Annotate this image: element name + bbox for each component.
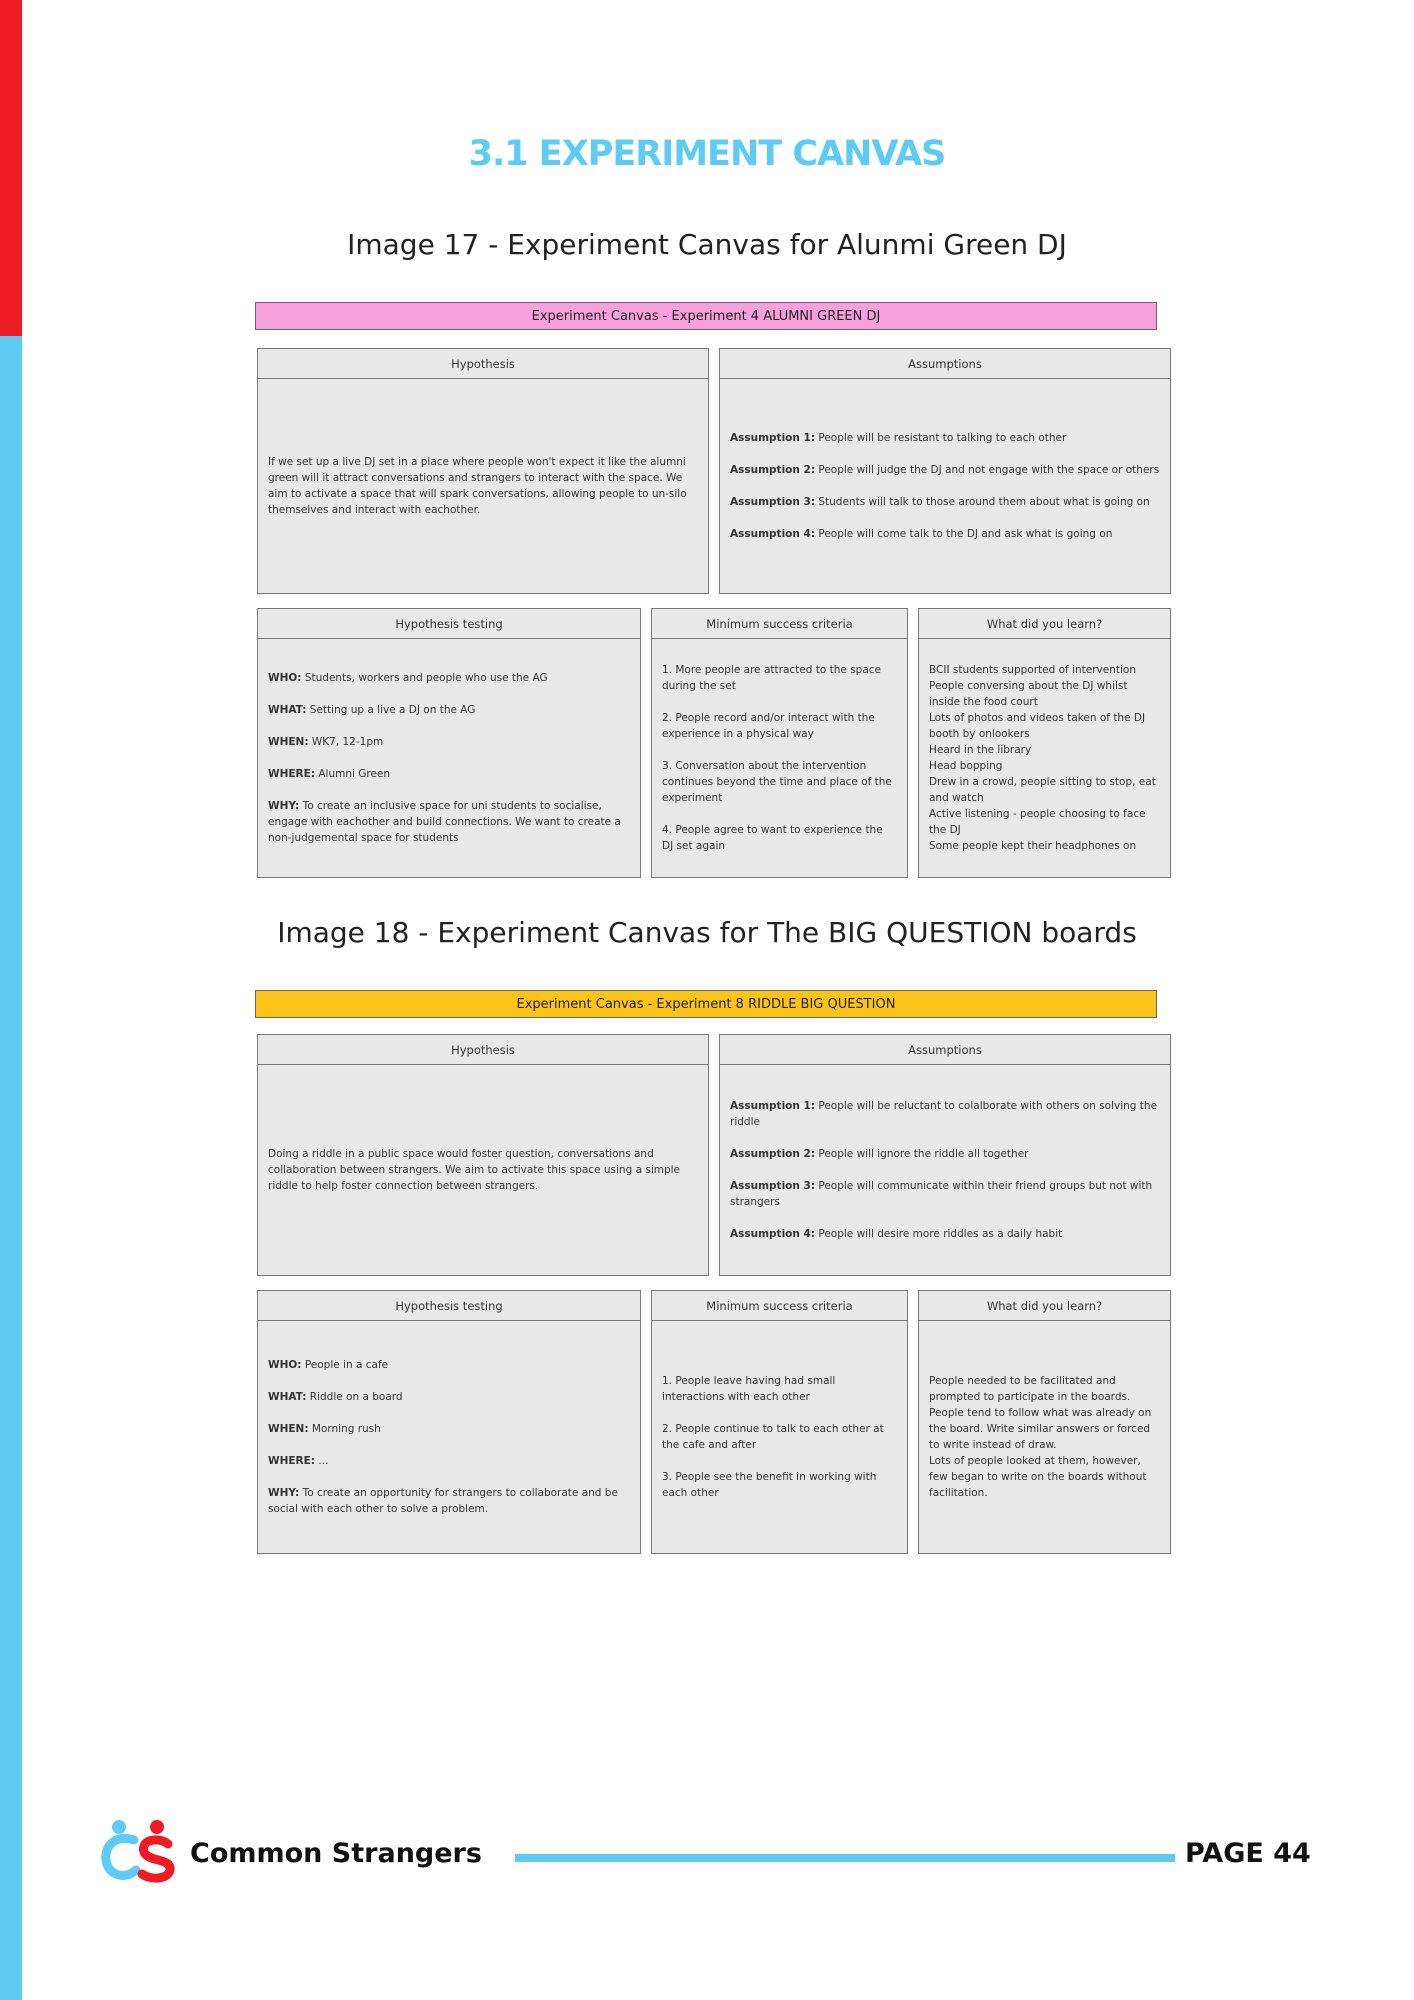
list-item: People conversing about the DJ whilst inside the food court xyxy=(929,679,1128,708)
list-item: Assumption 1: People will be reluctant to colalborate with others on solving the riddle xyxy=(730,1099,1158,1128)
list-item: Active listening - people choosing to face the DJ xyxy=(929,807,1146,836)
list-item: People needed to be facilitated and prompted to participate in the boards. People tend to follow what was already on the board. Write similar answers or forced to write instead of draw. xyxy=(929,1374,1152,1451)
page-number: PAGE 44 xyxy=(1185,1838,1311,1869)
page-title: 3.1 EXPERIMENT CANVAS xyxy=(468,134,946,174)
list-item: 1. People leave having had small interactions with each other xyxy=(662,1374,836,1403)
list-item: Assumption 4: People will desire more riddles as a daily habit xyxy=(730,1227,1063,1240)
list-item: WHY: To create an opportunity for strangers to collaborate and be social with each other to solve a problem. xyxy=(268,1486,618,1515)
assumptions-list xyxy=(730,1064,1160,1275)
testing-list xyxy=(268,1320,630,1553)
footer-brand-name: Common Strangers xyxy=(190,1838,482,1869)
learn-list xyxy=(929,1320,1160,1553)
list-item: 3. Conversation about the intervention continues beyond the time and place of the experiment xyxy=(662,759,892,804)
canvas1-testing-box xyxy=(257,608,641,878)
canvas2-hypothesis-box xyxy=(257,1034,709,1276)
box-heading: Assumptions xyxy=(720,349,1170,379)
canvas2-testing-box xyxy=(257,1290,641,1554)
list-item: 3. People see the benefit in working with each other xyxy=(662,1470,877,1499)
canvas1-learn-box xyxy=(918,608,1171,878)
list-item: WHEN: WK7, 12-1pm xyxy=(268,735,384,748)
criteria-list xyxy=(662,638,897,877)
hypothesis-text: Doing a riddle in a public space would foster question, conversations and collaboration between strangers. We aim to activate this space using a simple riddle to help foster connection between strangers. xyxy=(268,1147,681,1192)
box-heading: Minimum success criteria xyxy=(652,609,907,639)
list-item: 1. More people are attracted to the space during the set xyxy=(662,663,881,692)
canvas2-assumptions-box xyxy=(719,1034,1171,1276)
canvas2-learn-box xyxy=(918,1290,1171,1554)
side-accent-blue xyxy=(0,336,22,2000)
image-18-caption: Image 18 - Experiment Canvas for The BIG QUESTION boards xyxy=(277,916,1137,949)
list-item: WHAT: Setting up a live a DJ on the AG xyxy=(268,703,476,716)
box-heading: Hypothesis testing xyxy=(258,609,640,639)
testing-list xyxy=(268,638,630,877)
list-item: 4. People agree to want to experience the DJ set again xyxy=(662,823,883,852)
criteria-list xyxy=(662,1320,897,1553)
box-heading: Hypothesis testing xyxy=(258,1291,640,1321)
canvas2-criteria-box xyxy=(651,1290,908,1554)
canvas2-banner: Experiment Canvas - Experiment 8 RIDDLE BIG QUESTION xyxy=(255,990,1157,1018)
box-heading: Minimum success criteria xyxy=(652,1291,907,1321)
list-item: WHERE: ... xyxy=(268,1454,329,1467)
list-item: WHERE: Alumni Green xyxy=(268,767,391,780)
canvas1-hypothesis-box xyxy=(257,348,709,594)
box-heading: Hypothesis xyxy=(258,349,708,379)
box-heading: What did you learn? xyxy=(919,609,1170,639)
canvas1-criteria-box xyxy=(651,608,908,878)
list-item: Assumption 4: People will come talk to the DJ and ask what is going on xyxy=(730,527,1113,540)
list-item: Lots of people looked at them, however, few began to write on the boards without facilitation. xyxy=(929,1454,1147,1499)
list-item: WHO: People in a cafe xyxy=(268,1358,389,1371)
list-item: Assumption 3: Students will talk to those around them about what is going on xyxy=(730,495,1150,508)
list-item: Some people kept their headphones on xyxy=(929,839,1137,852)
box-heading: Assumptions xyxy=(720,1035,1170,1065)
list-item: WHY: To create an inclusive space for uni students to socialise, engage with eachother and build connections. We want to create a non-judgemental space for students xyxy=(268,799,621,844)
list-item: Head bopping xyxy=(929,759,1003,772)
box-heading: Hypothesis xyxy=(258,1035,708,1065)
list-item: 2. People continue to talk to each other at the cafe and after xyxy=(662,1422,884,1451)
list-item: WHO: Students, workers and people who use the AG xyxy=(268,671,548,684)
assumptions-list xyxy=(730,378,1160,593)
list-item: Lots of photos and videos taken of the DJ booth by onlookers xyxy=(929,711,1146,740)
list-item: Drew in a crowd, people sitting to stop, eat and watch xyxy=(929,775,1156,804)
list-item: Heard in the library xyxy=(929,743,1032,756)
image-17-caption: Image 17 - Experiment Canvas for Alunmi Green DJ xyxy=(347,228,1067,261)
list-item: BCII students supported of intervention xyxy=(929,663,1136,676)
hypothesis-text: If we set up a live DJ set in a place where people won't expect it like the alumni green will it attract conversations and strangers to interact with the space. We aim to activate a space that will spark conversations, allowing people to un-silo themselves and interact with eachother. xyxy=(268,455,687,516)
canvas1-banner: Experiment Canvas - Experiment 4 ALUMNI GREEN DJ xyxy=(255,302,1157,330)
list-item: WHAT: Riddle on a board xyxy=(268,1390,403,1403)
list-item: Assumption 2: People will ignore the riddle all together xyxy=(730,1147,1029,1160)
box-heading: What did you learn? xyxy=(919,1291,1170,1321)
cs-logo-icon xyxy=(100,1818,180,1884)
footer-divider xyxy=(515,1854,1175,1862)
canvas1-assumptions-box xyxy=(719,348,1171,594)
list-item: Assumption 2: People will judge the DJ and not engage with the space or others xyxy=(730,463,1160,476)
list-item: 2. People record and/or interact with the experience in a physical way xyxy=(662,711,875,740)
list-item: Assumption 3: People will communicate within their friend groups but not with strangers xyxy=(730,1179,1153,1208)
list-item: WHEN: Morning rush xyxy=(268,1422,381,1435)
learn-list xyxy=(929,638,1160,877)
list-item: Assumption 1: People will be resistant to talking to each other xyxy=(730,431,1067,444)
